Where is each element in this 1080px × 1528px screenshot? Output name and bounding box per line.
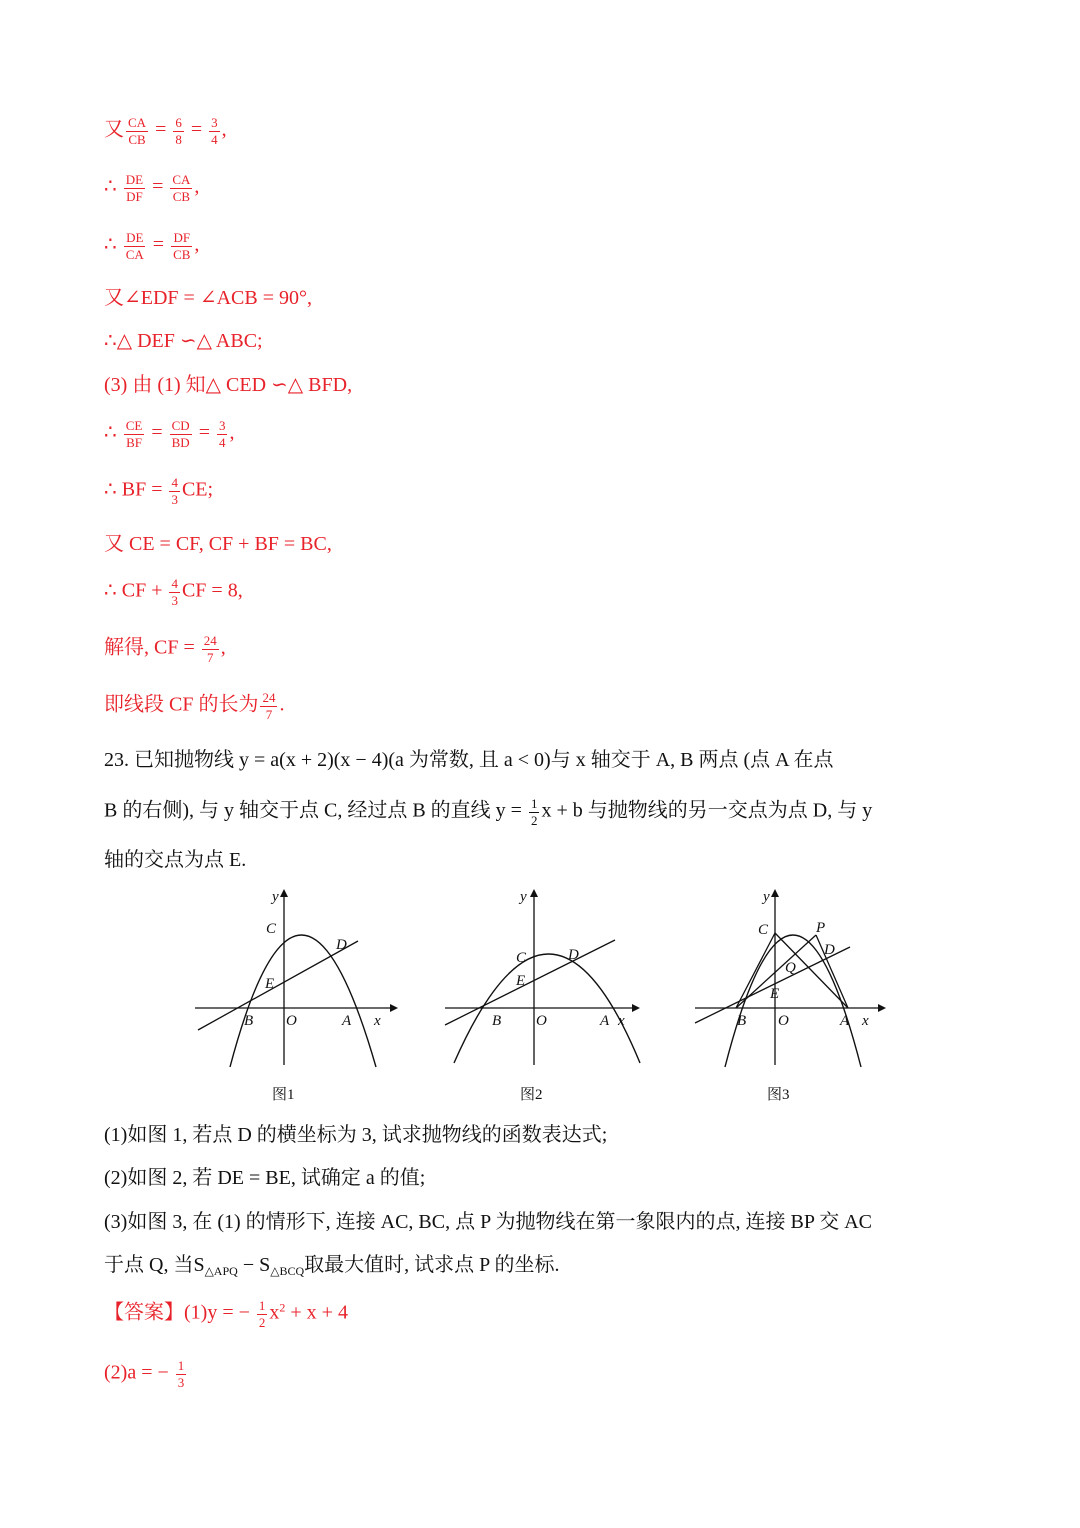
label-b: B	[737, 1013, 747, 1029]
label-y: y	[272, 889, 279, 905]
numerator: 4	[171, 475, 178, 490]
numerator: 24	[262, 690, 276, 705]
text: 又	[104, 118, 124, 141]
denominator: BD	[171, 434, 190, 450]
label-e: E	[516, 973, 526, 989]
denominator: CB	[128, 131, 146, 147]
text: ∴ CF +	[104, 579, 168, 602]
label-b: B	[492, 1013, 502, 1029]
figure-1	[190, 885, 400, 1110]
label-d: D	[336, 937, 347, 953]
text: ∴	[104, 233, 122, 256]
text: x + b 与抛物线的另一交点为点 D, 与 y	[541, 799, 873, 822]
label-x: x	[374, 1013, 381, 1029]
denominator: CA	[125, 246, 144, 262]
fraction	[217, 419, 228, 449]
numerator: DE	[125, 172, 144, 187]
figure-3	[690, 885, 900, 1110]
fraction	[124, 231, 146, 261]
label-o: O	[778, 1013, 789, 1029]
line-bd	[445, 940, 615, 1025]
text: x	[269, 1301, 280, 1324]
label-x: x	[618, 1013, 625, 1029]
numerator: 6	[175, 115, 182, 130]
numerator: CE	[125, 418, 143, 433]
label-o: O	[286, 1013, 297, 1029]
label-a: A	[342, 1013, 352, 1029]
question-3-line-1: (3)如图 3, 在 (1) 的情形下, 连接 AC, BC, 点 P 为抛物线在第一象限内的点, 连接 BP 交 AC	[104, 1211, 872, 1233]
text: (2)a = −	[104, 1361, 174, 1384]
fraction	[209, 116, 220, 146]
text: + x + 4	[285, 1301, 348, 1324]
fraction	[170, 419, 192, 449]
fraction	[126, 116, 148, 146]
answer-1	[104, 1299, 348, 1329]
numerator: CD	[171, 418, 190, 433]
text: =	[146, 421, 168, 444]
denominator: 8	[175, 131, 182, 147]
solution-line-1	[104, 116, 227, 146]
solution-line-10	[104, 577, 243, 607]
figure-2	[440, 885, 650, 1110]
denominator: BF	[126, 434, 142, 450]
caption: 图1	[272, 1087, 295, 1103]
denominator: 7	[207, 649, 214, 665]
denominator: 3	[177, 1374, 185, 1390]
denominator: 4	[211, 131, 218, 147]
text: ,	[194, 233, 200, 256]
fraction	[202, 634, 219, 664]
label-d: D	[824, 942, 835, 958]
label-b: B	[244, 1013, 254, 1029]
subscript: △APQ	[204, 1264, 238, 1278]
text: =	[193, 421, 215, 444]
numerator: 3	[218, 418, 226, 433]
solution-line-9: 又 CE = CF, CF + BF = BC,	[104, 533, 332, 555]
text: ∴	[104, 421, 122, 444]
text: ,	[220, 636, 226, 659]
text: ∴	[104, 175, 122, 198]
label-c: C	[266, 921, 277, 937]
numerator: CA	[128, 115, 147, 130]
text: CF = 8,	[181, 579, 243, 602]
text: ,	[229, 421, 235, 444]
solution-line-11	[104, 634, 226, 664]
text: (1)y = −	[184, 1301, 255, 1324]
denominator: 2	[530, 812, 538, 828]
label-q: Q	[785, 960, 796, 976]
solution-line-7	[104, 419, 234, 449]
fraction	[171, 231, 192, 261]
numerator: 1	[258, 1298, 266, 1313]
question-3-line-2	[104, 1255, 560, 1277]
denominator: 3	[171, 491, 178, 507]
numerator: 3	[211, 115, 218, 130]
x-axis-arrow	[878, 1004, 886, 1012]
label-d: D	[568, 947, 579, 963]
fraction	[529, 797, 540, 827]
numerator: CA	[172, 172, 191, 187]
answer-2	[104, 1359, 188, 1389]
fraction	[257, 1299, 268, 1329]
problem-line-1: 23. 已知抛物线 y = a(x + 2)(x − 4)(a 为常数, 且 a < 0)与 x 轴交于 A, B 两点 (点 A 在点	[104, 749, 834, 771]
fraction	[260, 691, 277, 721]
solution-line-8	[104, 476, 213, 506]
subscript: △BCQ	[270, 1264, 305, 1278]
text: 解得, CF =	[104, 636, 200, 659]
label-c: C	[516, 950, 527, 966]
text: =	[150, 118, 172, 141]
denominator: CB	[173, 246, 191, 262]
label-o: O	[536, 1013, 547, 1029]
fraction	[169, 577, 180, 607]
label-e: E	[770, 986, 780, 1002]
label-p: P	[816, 920, 826, 936]
y-axis-arrow	[771, 889, 779, 897]
denominator: 3	[171, 592, 178, 608]
fraction	[176, 1359, 187, 1389]
label-a: A	[600, 1013, 610, 1029]
text: B 的右侧), 与 y 轴交于点 C, 经过点 B 的直线 y =	[104, 799, 527, 822]
caption: 图3	[767, 1087, 790, 1103]
label-e: E	[265, 976, 275, 992]
numerator: DE	[126, 230, 144, 245]
solution-line-2	[104, 173, 199, 203]
text: 取最大值时, 试求点 P 的坐标.	[304, 1254, 560, 1276]
numerator: 1	[177, 1358, 185, 1373]
fraction	[173, 116, 184, 146]
text: =	[185, 118, 208, 141]
denominator: 7	[265, 706, 273, 722]
numerator: 4	[171, 576, 178, 591]
text: CE;	[181, 478, 214, 501]
y-axis-arrow	[530, 889, 538, 897]
solution-line-4: 又∠EDF = ∠ACB = 90°,	[104, 287, 312, 309]
question-1: (1)如图 1, 若点 D 的横坐标为 3, 试求抛物线的函数表达式;	[104, 1124, 608, 1146]
x-axis-arrow	[632, 1004, 640, 1012]
caption: 图2	[520, 1087, 543, 1103]
text: =	[147, 233, 170, 256]
superscript: 2	[279, 1300, 286, 1315]
line-bd	[198, 941, 358, 1030]
answer-tag: 【答案】	[104, 1301, 184, 1324]
fraction	[169, 476, 180, 506]
fraction	[170, 173, 192, 203]
y-axis-arrow	[280, 889, 288, 897]
solution-line-6: (3) 由 (1) 知△ CED ∽△ BFD,	[104, 374, 353, 396]
denominator: 4	[218, 434, 226, 450]
denominator: CB	[172, 188, 191, 204]
problem-line-2	[104, 797, 872, 827]
label-y: y	[520, 889, 527, 905]
problem-line-3: 轴的交点为点 E.	[104, 849, 247, 871]
label-y: y	[763, 889, 770, 905]
solution-line-3	[104, 231, 199, 261]
solution-line-5: ∴△ DEF ∽△ ABC;	[104, 330, 263, 352]
text: ,	[221, 118, 227, 141]
parabola	[230, 935, 376, 1067]
figures-row	[190, 885, 890, 1110]
fraction	[124, 419, 145, 449]
numerator: 24	[203, 633, 217, 648]
denominator: 2	[258, 1314, 266, 1330]
label-c: C	[758, 922, 769, 938]
numerator: DF	[173, 230, 191, 245]
text: 于点 Q, 当S	[104, 1254, 205, 1276]
text: − S	[237, 1254, 271, 1276]
label-x: x	[862, 1013, 869, 1029]
fraction	[124, 173, 145, 203]
text: ∴ BF =	[104, 478, 168, 501]
solution-line-12	[104, 691, 284, 721]
text: .	[279, 693, 285, 716]
text: 即线段 CF 的长为	[104, 693, 259, 716]
denominator: DF	[126, 188, 143, 204]
numerator: 1	[530, 796, 538, 811]
text: ,	[194, 175, 200, 198]
question-2: (2)如图 2, 若 DE = BE, 试确定 a 的值;	[104, 1167, 426, 1189]
text: =	[147, 175, 169, 198]
x-axis-arrow	[390, 1004, 398, 1012]
label-a: A	[840, 1013, 850, 1029]
